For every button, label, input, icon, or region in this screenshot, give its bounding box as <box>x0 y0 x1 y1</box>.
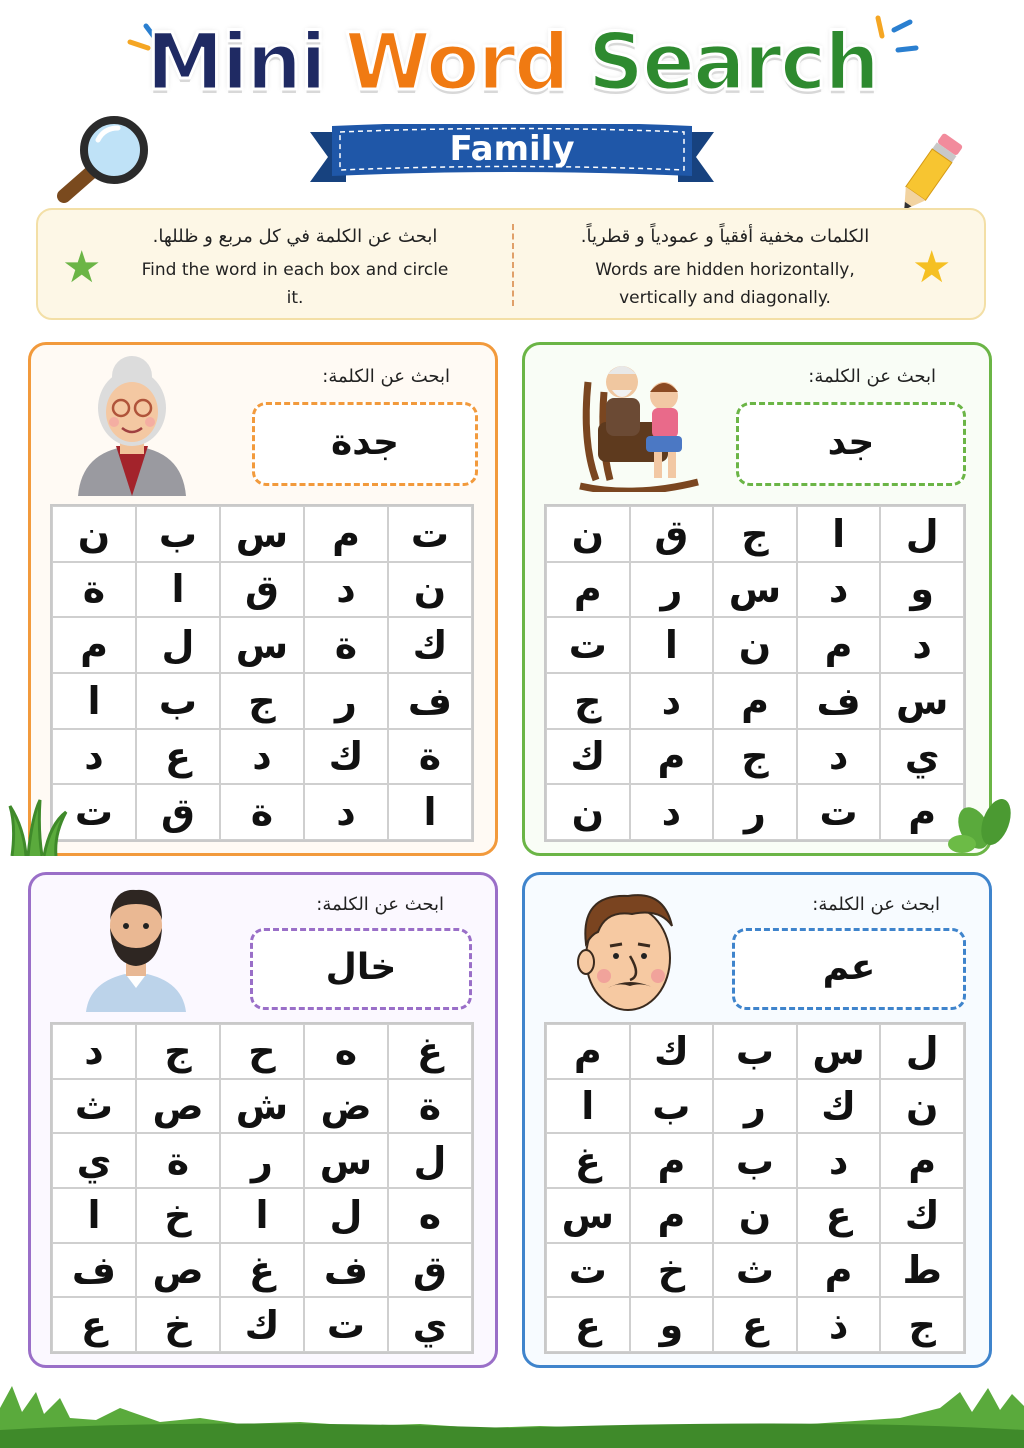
letter-grid <box>544 504 966 842</box>
grid-cell[interactable]: د <box>880 617 964 673</box>
grid-cell[interactable]: ك <box>630 1024 714 1079</box>
grid-cell[interactable]: ه <box>388 1188 472 1243</box>
instruction-right-ar: الكلمات مخفية أفقياً و عمودياً و قطرياً. <box>580 226 870 247</box>
grid-cell[interactable]: ل <box>880 1024 964 1079</box>
grid-cell[interactable]: د <box>304 562 388 618</box>
grid-cell[interactable]: ا <box>546 1079 630 1134</box>
grid-cell[interactable]: ا <box>52 673 136 729</box>
grid-cell[interactable]: ق <box>388 1243 472 1298</box>
grid-cell[interactable]: غ <box>220 1243 304 1298</box>
title-search: Search <box>587 18 878 108</box>
grid-cell[interactable]: ل <box>388 1133 472 1188</box>
grid-cell[interactable]: ر <box>713 784 797 840</box>
grid-cell[interactable]: ر <box>630 562 714 618</box>
grid-cell[interactable]: ت <box>52 784 136 840</box>
grid-cell[interactable]: د <box>52 729 136 785</box>
grid-cell[interactable]: د <box>797 729 881 785</box>
grid-cell[interactable]: ح <box>220 1024 304 1079</box>
grid-cell[interactable]: ا <box>136 562 220 618</box>
target-word-box: جد <box>736 402 966 486</box>
grid-cell[interactable]: ن <box>546 506 630 562</box>
grid-cell[interactable]: ي <box>388 1297 472 1352</box>
grid-cell[interactable]: م <box>797 1243 881 1298</box>
grid-cell[interactable]: ق <box>220 562 304 618</box>
grid-cell[interactable]: ت <box>546 617 630 673</box>
letter-grid <box>50 504 474 842</box>
grid-cell[interactable]: خ <box>630 1243 714 1298</box>
target-word-box: عم <box>732 928 966 1010</box>
grid-cell[interactable]: ب <box>136 673 220 729</box>
grid-cell[interactable]: خ <box>136 1188 220 1243</box>
instruction-right-en: Words are hidden horizontally, vertically and diagonally. <box>595 260 855 308</box>
grid-cell[interactable]: ذ <box>797 1297 881 1352</box>
grid-cell[interactable]: و <box>630 1297 714 1352</box>
grid-cell[interactable]: س <box>880 673 964 729</box>
grid-cell[interactable]: ه <box>304 1024 388 1079</box>
grid-cell[interactable]: ل <box>136 617 220 673</box>
grid-cell[interactable]: م <box>713 673 797 729</box>
star-icon: ★ <box>62 242 102 293</box>
grid-cell[interactable]: س <box>797 1024 881 1079</box>
grid-cell[interactable]: ة <box>304 617 388 673</box>
uncle-avatar <box>84 882 188 1012</box>
grid-cell[interactable]: ع <box>797 1188 881 1243</box>
grid-cell[interactable]: س <box>220 617 304 673</box>
grid-cell[interactable]: ج <box>220 673 304 729</box>
grid-cell[interactable]: م <box>546 1024 630 1079</box>
grid-cell[interactable]: ع <box>52 1297 136 1352</box>
grid-cell[interactable]: ب <box>713 1133 797 1188</box>
grid-cell[interactable]: ص <box>136 1243 220 1298</box>
grid-cell[interactable]: ف <box>52 1243 136 1298</box>
title-mini: Mini <box>146 18 325 108</box>
grid-cell[interactable]: ف <box>797 673 881 729</box>
grid-cell[interactable]: ا <box>52 1188 136 1243</box>
star-icon: ★ <box>912 242 952 293</box>
target-word-box: خال <box>250 928 472 1010</box>
grandfather-avatar <box>574 352 710 492</box>
pencil-icon <box>890 128 970 218</box>
grid-cell[interactable]: ق <box>136 784 220 840</box>
grid-cell[interactable]: و <box>880 562 964 618</box>
grid-cell[interactable]: ر <box>220 1133 304 1188</box>
grid-cell[interactable]: م <box>797 617 881 673</box>
grid-cell[interactable]: ة <box>388 1079 472 1134</box>
grid-cell[interactable]: س <box>220 506 304 562</box>
grid-cell[interactable]: ث <box>52 1079 136 1134</box>
grid-cell[interactable]: ع <box>713 1297 797 1352</box>
grid-cell[interactable]: م <box>630 729 714 785</box>
grid-cell[interactable]: ت <box>546 1243 630 1298</box>
grid-cell[interactable]: ع <box>136 729 220 785</box>
grid-cell[interactable]: ط <box>880 1243 964 1298</box>
grid-cell[interactable]: ص <box>136 1079 220 1134</box>
title-word: Word <box>344 18 568 108</box>
grid-cell[interactable]: ج <box>546 673 630 729</box>
prompt-label: ابحث عن الكلمة: <box>316 894 444 915</box>
grid-cell[interactable]: غ <box>546 1133 630 1188</box>
grid-cell[interactable]: ج <box>713 506 797 562</box>
grid-cell[interactable]: ض <box>304 1079 388 1134</box>
grid-cell[interactable]: ل <box>880 506 964 562</box>
instructions-divider <box>512 224 514 306</box>
grid-cell[interactable]: ت <box>797 784 881 840</box>
grid-cell[interactable]: م <box>630 1133 714 1188</box>
grid-cell[interactable]: ك <box>388 617 472 673</box>
letter-grid <box>50 1022 474 1354</box>
grid-cell[interactable]: ي <box>880 729 964 785</box>
grid-cell[interactable]: س <box>304 1133 388 1188</box>
grid-cell[interactable]: ا <box>220 1188 304 1243</box>
instruction-left-ar: ابحث عن الكلمة في كل مربع و ظللها. <box>152 226 438 247</box>
grid-cell[interactable]: ك <box>797 1079 881 1134</box>
grid-cell[interactable]: ة <box>220 784 304 840</box>
grid-cell[interactable]: ج <box>880 1297 964 1352</box>
grass-decoration <box>6 796 76 856</box>
grid-cell[interactable]: ب <box>136 506 220 562</box>
grid-cell[interactable]: ج <box>136 1024 220 1079</box>
grid-cell[interactable]: س <box>546 1188 630 1243</box>
grid-cell[interactable]: ت <box>388 506 472 562</box>
grid-cell[interactable]: م <box>630 1188 714 1243</box>
grid-cell[interactable]: ا <box>388 784 472 840</box>
grid-cell[interactable]: ع <box>546 1297 630 1352</box>
subtitle-text: Family <box>449 129 575 169</box>
grid-cell[interactable]: ن <box>713 617 797 673</box>
grid-cell[interactable]: ك <box>546 729 630 785</box>
grid-cell[interactable]: ن <box>546 784 630 840</box>
man-avatar <box>572 884 680 1016</box>
grass-decoration <box>0 1378 1024 1448</box>
grid-cell[interactable]: ة <box>136 1133 220 1188</box>
grid-cell[interactable]: ب <box>630 1079 714 1134</box>
grass-decoration <box>948 792 1020 856</box>
grid-cell[interactable]: ك <box>220 1297 304 1352</box>
grid-cell[interactable]: ة <box>388 729 472 785</box>
grid-cell[interactable]: ج <box>713 729 797 785</box>
letter-grid <box>544 1022 966 1354</box>
grid-cell[interactable]: د <box>630 784 714 840</box>
grid-cell[interactable]: د <box>630 673 714 729</box>
grid-cell[interactable]: ش <box>220 1079 304 1134</box>
grid-cell[interactable]: ر <box>304 673 388 729</box>
instruction-left-en: Find the word in each box and circle it. <box>141 260 449 308</box>
grid-cell[interactable]: ل <box>304 1188 388 1243</box>
grid-cell[interactable]: ك <box>304 729 388 785</box>
grid-cell[interactable]: غ <box>388 1024 472 1079</box>
grandmother-avatar <box>70 350 194 496</box>
grid-cell[interactable]: د <box>220 729 304 785</box>
grid-cell[interactable]: ا <box>630 617 714 673</box>
grid-cell[interactable]: د <box>797 562 881 618</box>
grid-cell[interactable]: ف <box>388 673 472 729</box>
grid-cell[interactable]: ق <box>630 506 714 562</box>
target-word-box: جدة <box>252 402 478 486</box>
prompt-label: ابحث عن الكلمة: <box>322 366 450 387</box>
magnifier-icon <box>40 110 160 210</box>
grid-cell[interactable]: ت <box>304 1297 388 1352</box>
grid-cell[interactable]: ن <box>713 1188 797 1243</box>
grid-cell[interactable]: م <box>52 617 136 673</box>
prompt-label: ابحث عن الكلمة: <box>812 894 940 915</box>
grid-cell[interactable]: ر <box>713 1079 797 1134</box>
grid-cell[interactable]: ث <box>713 1243 797 1298</box>
grid-cell[interactable]: د <box>304 784 388 840</box>
grid-cell[interactable]: ك <box>880 1188 964 1243</box>
grid-cell[interactable]: ا <box>797 506 881 562</box>
grid-cell[interactable]: د <box>52 1024 136 1079</box>
grid-cell[interactable]: ن <box>880 1079 964 1134</box>
grid-cell[interactable]: م <box>546 562 630 618</box>
grid-cell[interactable]: ب <box>713 1024 797 1079</box>
grid-cell[interactable]: س <box>713 562 797 618</box>
grid-cell[interactable]: م <box>880 1133 964 1188</box>
grid-cell[interactable]: ن <box>388 562 472 618</box>
grid-cell[interactable]: د <box>797 1133 881 1188</box>
grid-cell[interactable]: م <box>880 784 964 840</box>
grid-cell[interactable]: ن <box>52 506 136 562</box>
grid-cell[interactable]: ف <box>304 1243 388 1298</box>
grid-cell[interactable]: ة <box>52 562 136 618</box>
prompt-label: ابحث عن الكلمة: <box>808 366 936 387</box>
grid-cell[interactable]: خ <box>136 1297 220 1352</box>
grid-cell[interactable]: ي <box>52 1133 136 1188</box>
grid-cell[interactable]: م <box>304 506 388 562</box>
